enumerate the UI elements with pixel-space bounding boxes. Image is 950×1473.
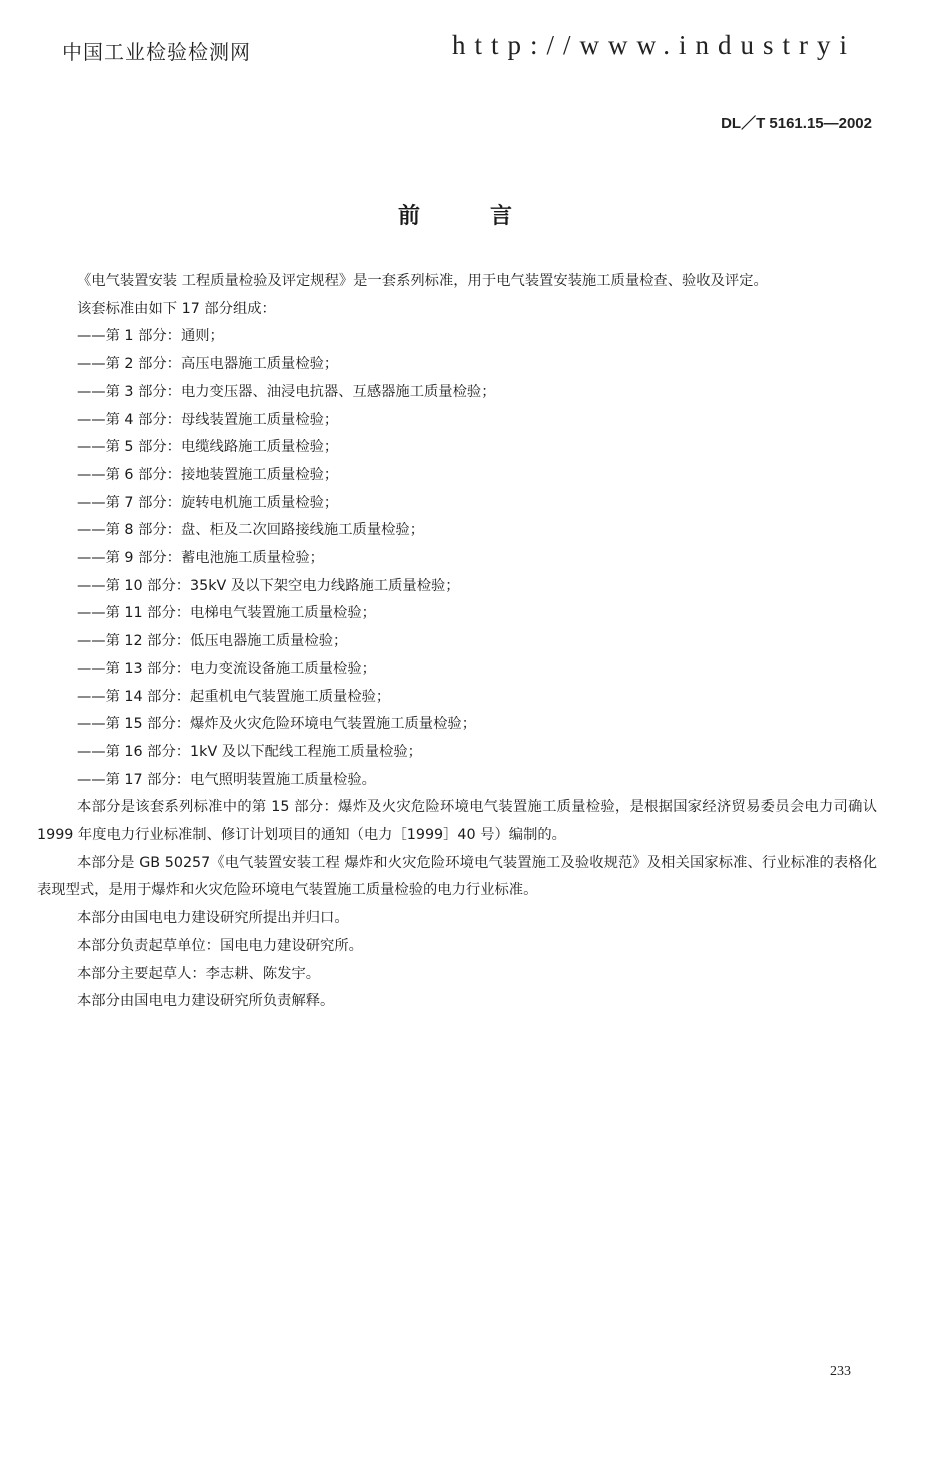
list-item: ——第 12 部分：低压电器施工质量检验； — [77, 633, 348, 650]
standard-code: DL／T 5161.15—2002 — [721, 115, 872, 132]
list-item: ——第 13 部分：电力变流设备施工质量检验； — [77, 660, 376, 677]
list-item: ——第 5 部分：电缆线路施工质量检验； — [77, 439, 339, 456]
list-item: ——第 4 部分：母线装置施工质量检验； — [77, 411, 339, 428]
intro-paragraph: 《电气装置安装 工程质量检验及评定规程》是一套系列标准，用于电气装置安装施工质量检查、验收及评定。 — [77, 273, 768, 289]
document-body — [37, 268, 877, 1016]
list-item: ——第 1 部分：通则； — [77, 328, 224, 345]
list-item: ——第 7 部分：旋转电机施工质量检验； — [77, 494, 339, 511]
source-paragraph: 本部分是 GB 50257《电气装置安装工程 爆炸和火灾危险环境电气装置施工及验收规范》及相关国家标准、行业标准的表格化表现型式，是用于爆炸和火灾危险环境电气装置施工质量检验的电力行业标准。 — [37, 854, 877, 899]
drafters-paragraph: 本部分主要起草人：李志耕、陈发宇。 — [77, 965, 321, 982]
proposer-paragraph: 本部分由国电电力建设研究所提出并归口。 — [77, 910, 349, 927]
list-item: ——第 8 部分：盘、柜及二次回路接线施工质量检验； — [77, 522, 425, 539]
site-url: http://www.industryi — [452, 30, 857, 60]
list-item: ——第 11 部分：电梯电气装置施工质量检验； — [77, 605, 376, 622]
page-number: 233 — [830, 1364, 851, 1379]
drafter-unit-paragraph: 本部分负责起草单位：国电电力建设研究所。 — [77, 937, 363, 954]
list-item: ——第 17 部分：电气照明装置施工质量检验。 — [77, 771, 376, 788]
list-item: ——第 3 部分：电力变压器、油浸电抗器、互感器施工质量检验； — [77, 383, 496, 400]
interpretation-paragraph: 本部分由国电电力建设研究所负责解释。 — [77, 993, 335, 1010]
list-item: ——第 9 部分：蓄电池施工质量检验； — [77, 550, 324, 567]
parts-intro: 该套标准由如下 17 部分组成： — [77, 300, 276, 317]
page-title: 前言 — [397, 204, 582, 229]
list-item: ——第 2 部分：高压电器施工质量检验； — [77, 356, 339, 373]
list-item: ——第 10 部分：35kV 及以下架空电力线路施工质量检验； — [77, 577, 460, 594]
list-item: ——第 6 部分：接地装置施工质量检验； — [77, 466, 339, 483]
site-name: 中国工业检验检测网 — [62, 40, 251, 64]
list-item: ——第 15 部分：爆炸及火灾危险环境电气装置施工质量检验； — [77, 716, 476, 733]
basis-paragraph: 本部分是该套系列标准中的第 15 部分：爆炸及火灾危险环境电气装置施工质量检验，是根据国家经济贸易委员会电力司确认 1999 年度电力行业标准制、修订计划项目的通知（电力［1999］40 号）编制的。 — [37, 799, 877, 844]
list-item: ——第 16 部分：1kV 及以下配线工程施工质量检验； — [77, 743, 422, 760]
list-item: ——第 14 部分：起重机电气装置施工质量检验； — [77, 688, 391, 705]
